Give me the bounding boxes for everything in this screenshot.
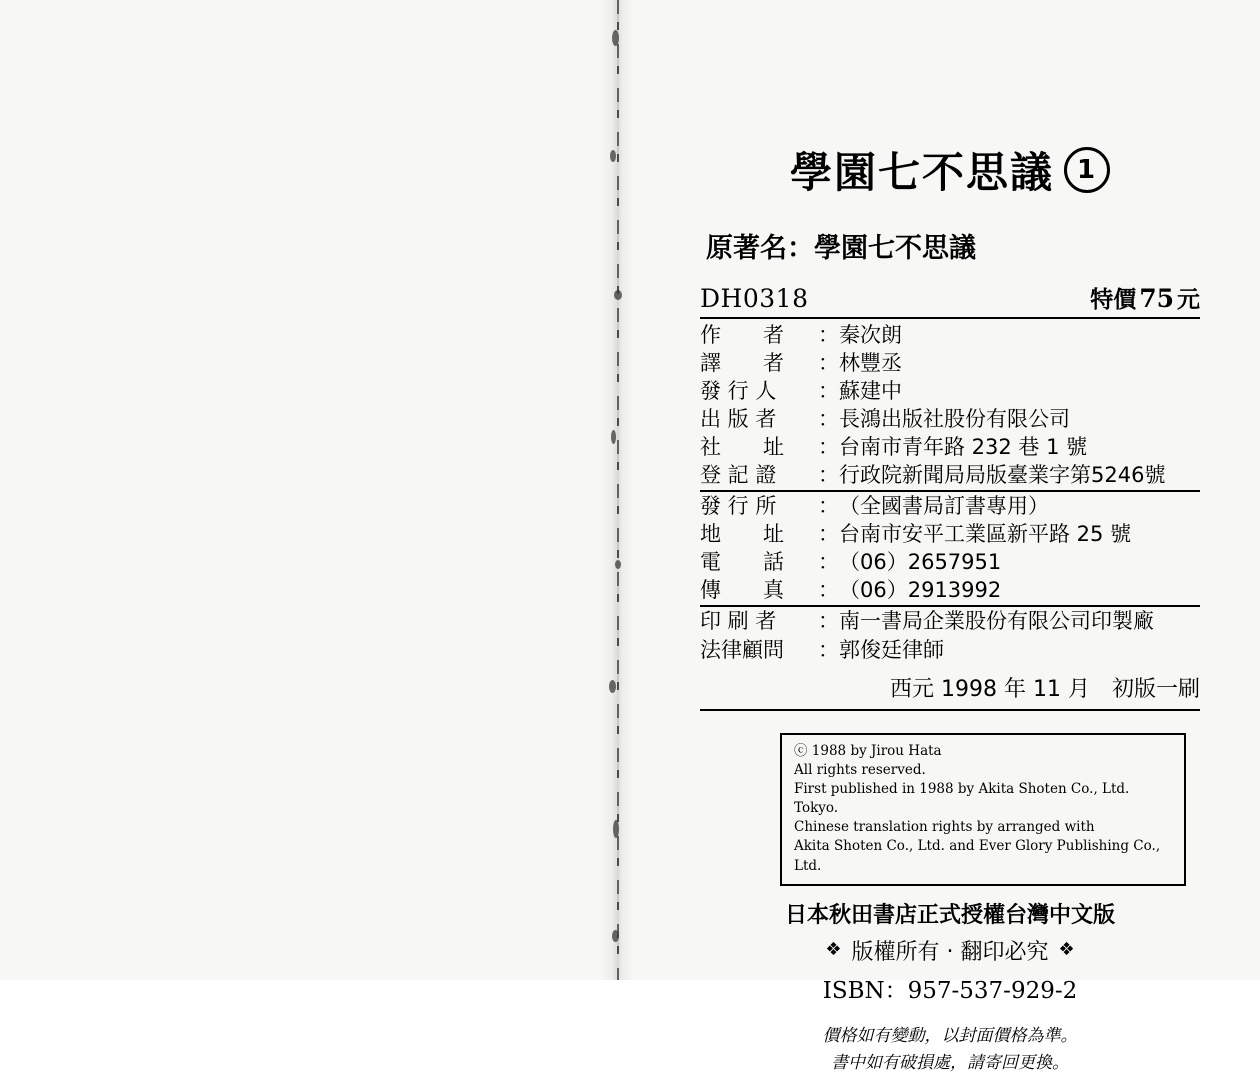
credit-value: （06）2657951 xyxy=(839,550,1002,575)
credit-label: 發 行 人 xyxy=(700,379,777,404)
credit-value: 台南市青年路 232 巷 1 號 xyxy=(839,435,1088,460)
credit-row-address xyxy=(700,433,1200,461)
isbn-line: ISBN：957-537-929-2 xyxy=(822,977,1078,1004)
book-title-line xyxy=(700,140,1200,200)
spine-speck xyxy=(612,930,619,942)
credit-colon: ： xyxy=(818,461,839,491)
footer-notes xyxy=(700,1023,1200,1077)
spine-speck xyxy=(612,30,619,46)
credit-row-printer xyxy=(700,606,1200,635)
spine-speck xyxy=(614,290,622,300)
colophon-block xyxy=(700,140,1200,1077)
code-price-row xyxy=(700,281,1200,319)
price-number: 75 xyxy=(1139,284,1174,313)
credit-row-distributor-address xyxy=(700,520,1200,548)
credit-label: 地 址 xyxy=(700,522,784,547)
diamond-icon-left: ❖ xyxy=(825,939,842,961)
book-title: 學園七不思議 xyxy=(789,148,1054,197)
copyright-line: Chinese translation rights by arranged with xyxy=(794,819,1095,836)
credit-row-publisher xyxy=(700,405,1200,433)
credit-colon: ： xyxy=(818,609,839,634)
credit-label: 電 話 xyxy=(700,550,784,575)
credit-colon: ： xyxy=(818,637,839,662)
spine-speck xyxy=(613,820,619,838)
credit-row-legal-advisor xyxy=(700,636,1200,664)
credit-row-phone xyxy=(700,548,1200,576)
credit-value: 南一書局企業股份有限公司印製廠 xyxy=(839,609,1154,634)
spine-speck xyxy=(611,430,616,444)
copyright-line: ⓒ 1988 by Jirou Hata xyxy=(794,742,942,759)
product-code: DH0318 xyxy=(700,284,809,313)
copyright-line: All rights reserved. xyxy=(794,761,926,778)
price-block xyxy=(1090,281,1200,314)
licence-line: 日本秋田書店正式授權台灣中文版 xyxy=(784,902,1115,928)
credit-row-registration xyxy=(700,461,1200,491)
credit-value: 長鴻出版社股份有限公司 xyxy=(839,407,1070,432)
credit-row-translator xyxy=(700,349,1200,377)
credit-colon: ： xyxy=(818,522,839,547)
copyright-line: First published in 1988 by Akita Shoten Co., Ltd. Tokyo. xyxy=(794,780,1130,817)
footer-note: 書中如有破損處，請寄回更換。 xyxy=(831,1052,1069,1073)
price-label: 特價 xyxy=(1090,287,1137,313)
credit-label: 社 址 xyxy=(700,435,784,460)
credit-row-distributor xyxy=(700,491,1200,520)
credit-value: 台南市安平工業區新平路 25 號 xyxy=(839,522,1132,547)
credit-row-author xyxy=(700,321,1200,349)
credit-colon: ： xyxy=(818,407,839,432)
copyright-box xyxy=(780,733,1186,886)
credit-colon: ： xyxy=(818,435,839,460)
spine-speck xyxy=(609,680,616,693)
original-title: 原著名：學園七不思議 xyxy=(706,233,976,264)
credit-label: 譯 者 xyxy=(700,351,784,376)
credit-label: 法律顧問 xyxy=(700,637,784,662)
footer-note: 價格如有變動，以封面價格為準。 xyxy=(822,1025,1078,1046)
credit-colon: ： xyxy=(818,550,839,575)
credit-colon: ： xyxy=(818,576,839,606)
credit-colon: ： xyxy=(818,494,839,519)
credit-label: 傳 真 xyxy=(700,576,818,606)
credit-row-fax xyxy=(700,576,1200,606)
spine-speck xyxy=(610,150,616,162)
credit-value: （06）2913992 xyxy=(839,576,1200,606)
credit-label: 登 記 證 xyxy=(700,461,818,491)
price-unit: 元 xyxy=(1177,287,1200,313)
credit-label: 出 版 者 xyxy=(700,407,777,432)
credit-label: 作 者 xyxy=(700,323,784,347)
credit-label: 印 刷 者 xyxy=(700,609,777,634)
credit-value: 行政院新聞局局版臺業字第5246號 xyxy=(839,461,1200,491)
spine-speck xyxy=(615,560,621,569)
credit-label: 發 行 所 xyxy=(700,494,777,519)
rights-text: 版權所有 ‧ 翻印必究 xyxy=(851,939,1049,965)
credit-value: 郭俊廷律師 xyxy=(839,637,944,662)
copyright-line: Akita Shoten Co., Ltd. and Ever Glory Publishing Co., Ltd. xyxy=(794,838,1161,874)
rights-line xyxy=(700,935,1200,966)
credits-table xyxy=(700,321,1200,664)
credit-value: 秦次朗 xyxy=(839,323,902,347)
edition-date-line: 西元 1998 年 11 月 初版一刷 xyxy=(700,672,1200,711)
credit-colon: ： xyxy=(818,379,839,404)
credit-value: 林豐丞 xyxy=(839,351,902,376)
credit-value: （全國書局訂書專用） xyxy=(839,494,1049,519)
credit-colon: ： xyxy=(818,351,839,376)
credit-value: 蘇建中 xyxy=(839,379,902,404)
diamond-icon-right: ❖ xyxy=(1058,939,1075,961)
volume-number-badge: 1 xyxy=(1064,147,1110,193)
credit-row-publisher-person xyxy=(700,377,1200,405)
credit-colon: ： xyxy=(818,323,839,347)
